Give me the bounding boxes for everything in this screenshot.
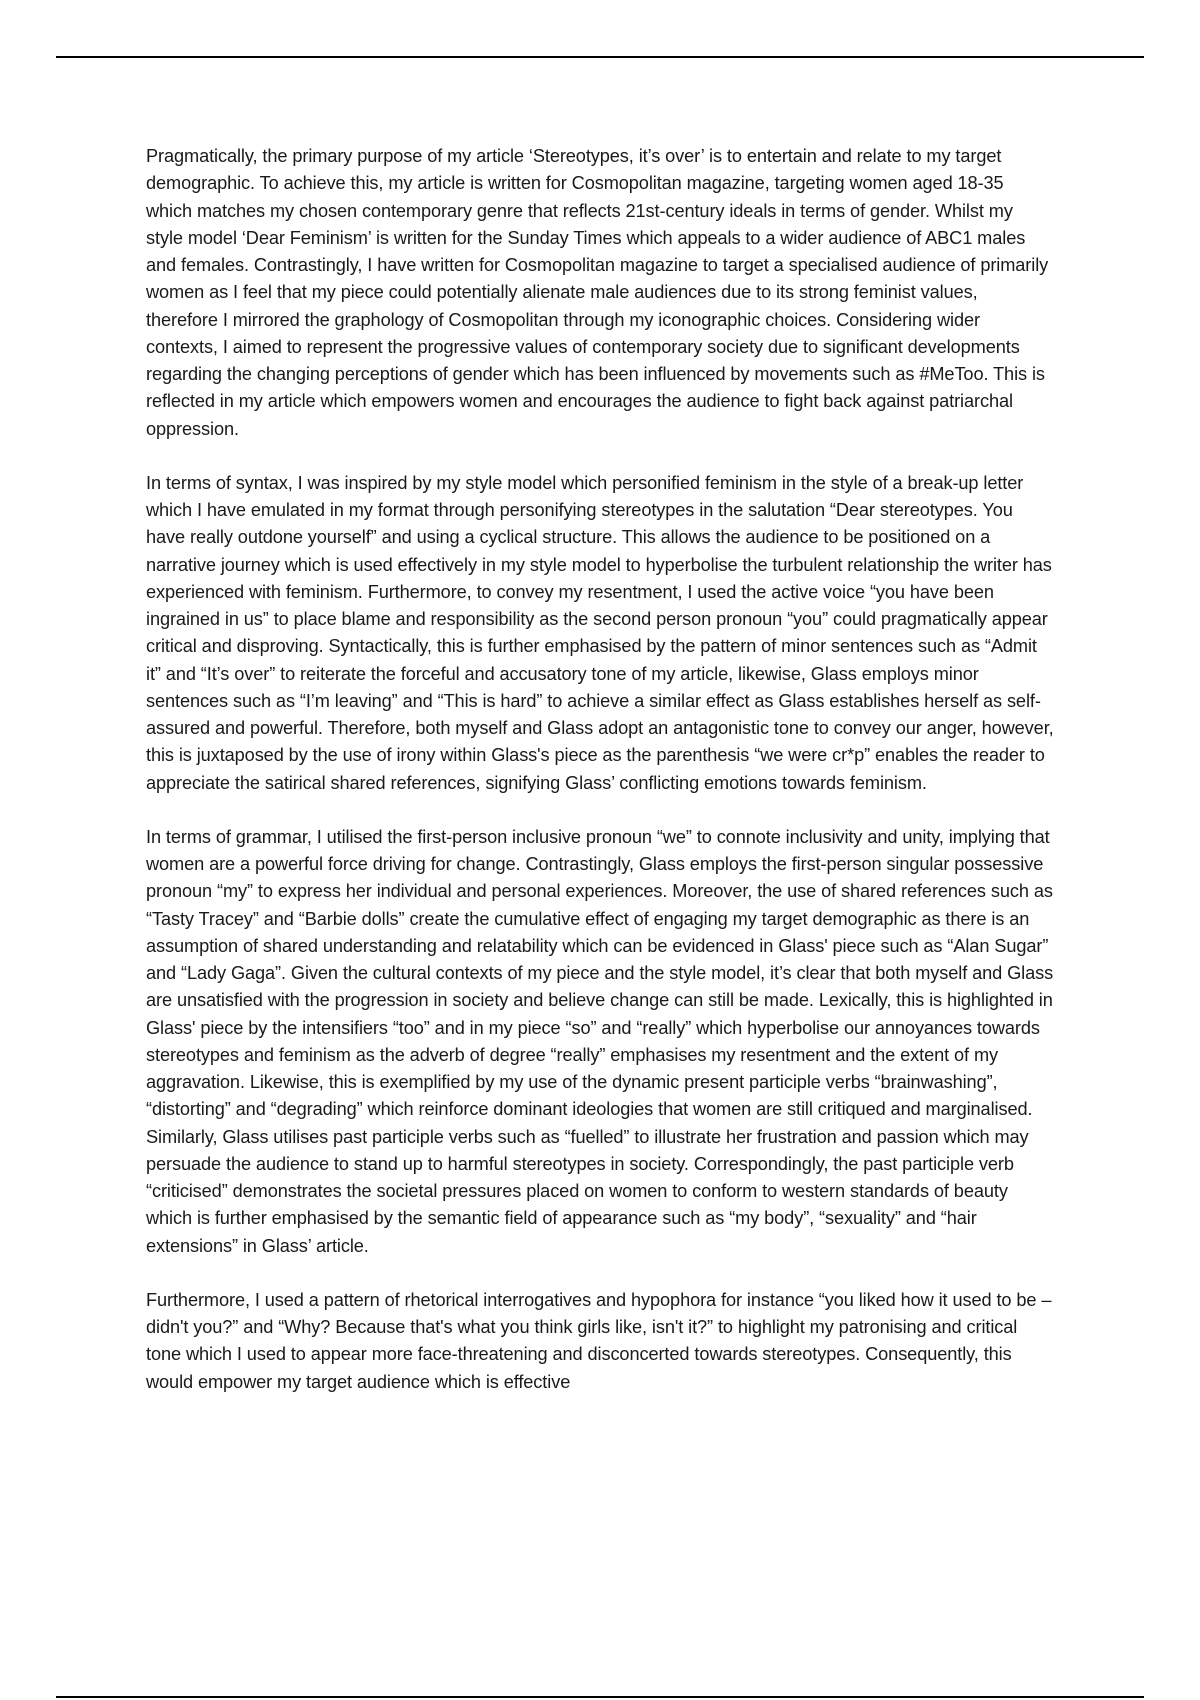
footer-rule xyxy=(56,1696,1144,1698)
header-rule xyxy=(56,56,1144,58)
paragraph-grammar: In terms of grammar, I utilised the first-person inclusive pronoun “we” to connote inclusivity and unity, implying that women are a powerful force driving for change. Contrastingly, Glass employs the first-person singular possessive pronoun “my” to express her individual and personal experiences. Moreover, the use of shared references such as “Tasty Tracey” and “Barbie dolls” create the cumulative effect of engaging my target demographic as there is an assumption of shared understanding and relatability which can be evidenced in Glass' piece such as “Alan Sugar” and “Lady Gaga”. Given the cultural contexts of my piece and the style model, it’s clear that both myself and Glass are unsatisfied with the progression in society and believe change can still be made. Lexically, this is highlighted in Glass' piece by the intensifiers “too” and in my piece “so” and “really” which hyperbolise our annoyances towards stereotypes and feminism as the adverb of degree “really” emphasises my resentment and the extent of my aggravation. Likewise, this is exemplified by my use of the dynamic present participle verbs “brainwashing”, “distorting” and “degrading” which reinforce dominant ideologies that women are still critiqued and marginalised. Similarly, Glass utilises past participle verbs such as “fuelled” to illustrate her frustration and passion which may persuade the audience to stand up to harmful stereotypes in society. Correspondingly, the past participle verb “criticised” demonstrates the societal pressures placed on women to conform to western standards of beauty which is further emphasised by the semantic field of appearance such as “my body”, “sexuality” and “hair extensions” in Glass’ article. xyxy=(146,826,1054,1256)
paragraph-syntax: In terms of syntax, I was inspired by my style model which personified feminism in the style of a break-up letter which I have emulated in my format through personifying stereotypes in the salutation “Dear stereotypes. You have really outdone yourself” and using a cyclical structure. This allows the audience to be positioned on a narrative journey which is used effectively in my style model to hyperbolise the turbulent relationship the writer has experienced with feminism. Furthermore, to convey my resentment, I used the active voice “you have been ingrained in us” to place blame and responsibility as the second person pronoun “you” could pragmatically appear critical and disproving. Syntactically, this is further emphasised by the pattern of minor sentences such as “Admit it” and “It’s over” to reiterate the forceful and accusatory tone of my article, likewise, Glass employs minor sentences such as “I’m leaving” and “This is hard” to achieve a similar effect as Glass establishes herself as self-assured and powerful. Therefore, both myself and Glass adopt an antagonistic tone to convey our anger, however, this is juxtaposed by the use of irony within Glass's piece as the parenthesis “we were cr*p” enables the reader to appreciate the satirical shared references, signifying Glass’ conflicting emotions towards feminism. xyxy=(146,472,1054,793)
document-body xyxy=(146,143,1054,1423)
paragraph-rhetorical: Furthermore, I used a pattern of rhetorical interrogatives and hypophora for instance “you liked how it used to be – didn't you?” and “Why? Because that's what you think girls like, isn't it?” to highlight my patronising and critical tone which I used to appear more face-threatening and disconcerted towards stereotypes. Consequently, this would empower my target audience which is effective xyxy=(146,1289,1052,1392)
paragraph-purpose: Pragmatically, the primary purpose of my article ‘Stereotypes, it’s over’ is to entertain and relate to my target demographic. To achieve this, my article is written for Cosmopolitan magazine, targeting women aged 18-35 which matches my chosen contemporary genre that reflects 21st-century ideals in terms of gender. Whilst my style model ‘Dear Feminism’ is written for the Sunday Times which appeals to a wider audience of ABC1 males and females. Contrastingly, I have written for Cosmopolitan magazine to target a specialised audience of primarily women as I feel that my piece could potentially alienate male audiences due to its strong feminist values, therefore I mirrored the graphology of Cosmopolitan through my iconographic choices. Considering wider contexts, I aimed to represent the progressive values of contemporary society due to significant developments regarding the changing perceptions of gender which has been influenced by movements such as #MeToo. This is reflected in my article which empowers women and encourages the audience to fight back against patriarchal oppression. xyxy=(146,146,1049,439)
